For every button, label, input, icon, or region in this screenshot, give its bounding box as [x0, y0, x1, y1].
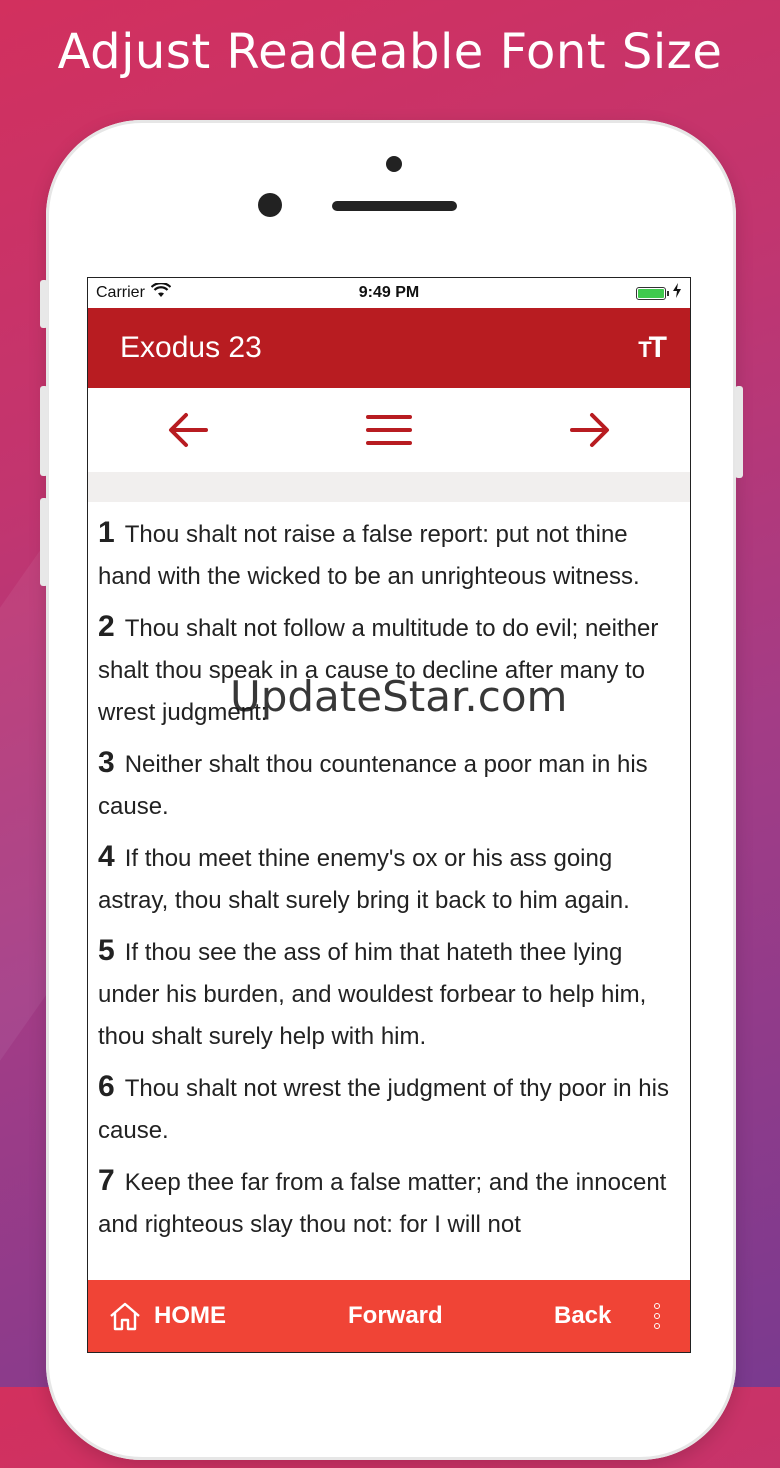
text-size-icon[interactable]: TT [638, 331, 664, 364]
verse-text: Thou shalt not raise a false report: put not thine hand with the wicked to be an unrighteous witness. [98, 521, 640, 590]
volume-up-button [40, 386, 48, 476]
battery-icon [636, 287, 666, 300]
charging-icon [672, 283, 682, 303]
mute-switch [40, 280, 48, 328]
verse-number: 2 [98, 610, 115, 643]
verse [98, 512, 680, 598]
verse [98, 742, 680, 828]
verse-text: If thou see the ass of him that hateth thee lying under his burden, and wouldest forbear to help him, thou shalt surely help with him. [98, 939, 647, 1050]
back-button[interactable]: Back [554, 1302, 612, 1329]
home-label: HOME [154, 1302, 226, 1329]
verse [98, 606, 680, 734]
front-camera [258, 193, 282, 217]
proximity-sensor [386, 156, 402, 172]
verse-text: Keep thee far from a false matter; and the innocent and righteous slay thou not: for I will not [98, 1169, 667, 1238]
more-vertical-icon[interactable] [654, 1303, 660, 1329]
chapter-title: Exodus 23 [120, 331, 262, 364]
verse-text: Neither shalt thou countenance a poor man in his cause. [98, 751, 648, 820]
home-button[interactable] [108, 1301, 308, 1331]
app-header [88, 308, 690, 388]
phone-screen [87, 277, 691, 1353]
status-time: 9:49 PM [358, 284, 420, 301]
watermark: UpdateStar.com [230, 672, 568, 721]
verse-number: 3 [98, 746, 115, 779]
arrow-right-icon [568, 410, 612, 450]
section-divider [88, 472, 690, 502]
verse-list [88, 502, 690, 1246]
arrow-left-icon [166, 410, 210, 450]
verse [98, 1066, 680, 1152]
verse-text: Thou shalt not wrest the judgment of thy poor in his cause. [98, 1075, 669, 1144]
verse-number: 5 [98, 934, 115, 967]
carrier-label: Carrier [96, 284, 145, 301]
home-icon [108, 1301, 142, 1331]
verse [98, 836, 680, 922]
volume-down-button [40, 498, 48, 586]
menu-icon [366, 413, 412, 447]
menu-button[interactable] [359, 400, 419, 460]
verse [98, 1160, 680, 1246]
verse-text: Thou shalt not follow a multitude to do evil; neither shalt thou speak in a cause to decline after many to wrest judgment: [98, 615, 659, 726]
chapter-navigation [88, 388, 690, 472]
power-button [735, 386, 743, 478]
verse [98, 930, 680, 1058]
promo-headline: Adjust Readeable Font Size [57, 24, 723, 80]
next-chapter-button[interactable] [560, 400, 620, 460]
previous-chapter-button[interactable] [158, 400, 218, 460]
verse-number: 1 [98, 516, 115, 549]
status-bar [88, 278, 690, 308]
bottom-toolbar [88, 1280, 690, 1352]
verse-text: If thou meet thine enemy's ox or his ass going astray, thou shalt surely bring it back to him again. [98, 845, 630, 914]
forward-button[interactable]: Forward [348, 1302, 443, 1329]
verse-number: 6 [98, 1070, 115, 1103]
verse-number: 7 [98, 1164, 115, 1197]
verse-number: 4 [98, 840, 115, 873]
earpiece-speaker [332, 201, 457, 211]
